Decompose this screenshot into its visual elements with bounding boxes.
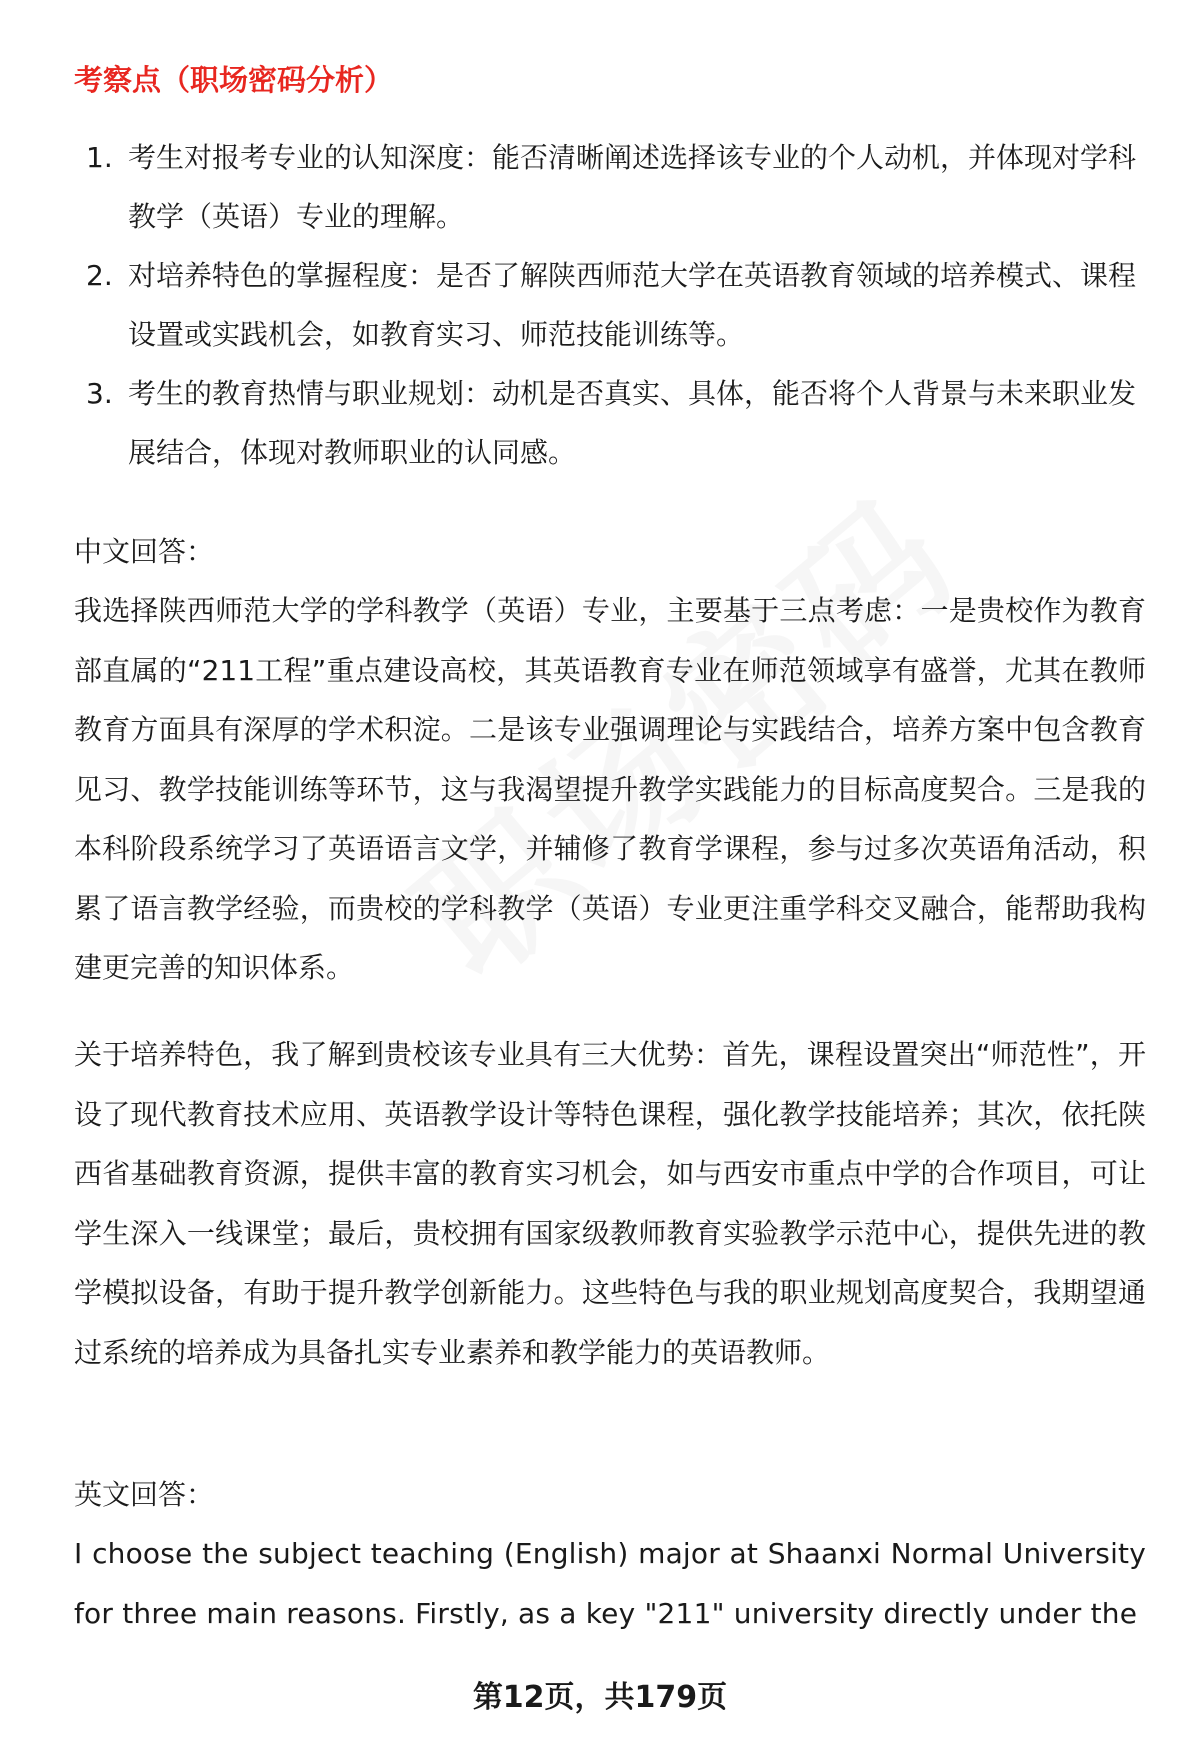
list-text: 考生对报考专业的认知深度：能否清晰阐述选择该专业的个人动机，并体现对学科教学（英语）专业的理解。 (128, 141, 1137, 233)
list-text: 考生的教育热情与职业规划：动机是否真实、具体，能否将个人背景与未来职业发展结合，体现对教师职业的认同感。 (128, 377, 1137, 469)
list-number: 3. (86, 377, 113, 410)
chinese-answer-paragraph-1: 我选择陕西师范大学的学科教学（英语）专业，主要基于三点考虑：一是贵校作为教育部直属的“211工程”重点建设高校，其英语教育专业在师范领域享有盛誉，尤其在教师教育方面具有深厚的学术积淀。二是该专业强调理论与实践结合，培养方案中包含教育见习、教学技能训练等环节，这与我渴望提升教学实践能力的目标高度契合。三是我的本科阶段系统学习了英语语言文学，并辅修了教育学课程，参与过多次英语角活动，积累了语言教学经验，而贵校的学科教学（英语）专业更注重学科交叉融合，能帮助我构建更完善的知识体系。 (74, 594, 1146, 984)
section-title: 考察点（职场密码分析） (74, 63, 394, 97)
list-text: 对培养特色的掌握程度：是否了解陕西师范大学在英语教育领域的培养模式、课程设置或实践机会，如教育实习、师范技能训练等。 (128, 259, 1137, 351)
chinese-answer-paragraph-2-block (74, 1025, 1146, 1382)
chinese-answer-label: 中文回答： (74, 535, 215, 568)
list-item (74, 246, 1154, 364)
analysis-points-list (74, 128, 1154, 482)
list-item (74, 364, 1154, 482)
list-item (74, 128, 1154, 246)
list-number: 1. (86, 141, 113, 174)
page-number-footer: 第12页，共179页 (472, 1680, 728, 1715)
list-number: 2. (86, 259, 113, 292)
english-answer-section (74, 1465, 1146, 1643)
chinese-answer-section (74, 522, 1146, 998)
chinese-answer-paragraph-2: 关于培养特色，我了解到贵校该专业具有三大优势：首先，课程设置突出“师范性”，开设了现代教育技术应用、英语教学设计等特色课程，强化教学技能培养；其次，依托陕西省基础教育资源，提供丰富的教育实习机会，如与西安市重点中学的合作项目，可让学生深入一线课堂；最后，贵校拥有国家级教师教育实验教学示范中心，提供先进的教学模拟设备，有助于提升教学创新能力。这些特色与我的职业规划高度契合，我期望通过系统的培养成为具备扎实专业素养和教学能力的英语教师。 (74, 1038, 1146, 1369)
english-answer-label: 英文回答： (74, 1478, 215, 1511)
english-answer-paragraph-1: I choose the subject teaching (English) major at Shaanxi Normal University for three main reasons. Firstly, as a key "211" university directly under the (74, 1537, 1146, 1630)
